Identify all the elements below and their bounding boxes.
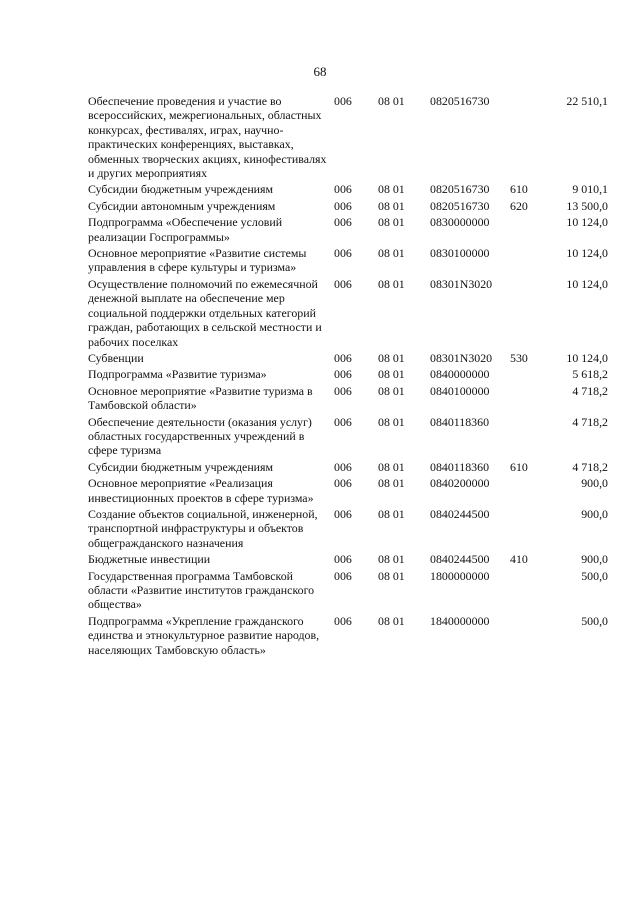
row-section-code: 08 01 [378, 367, 405, 382]
row-expense-type: 410 [510, 552, 528, 567]
table-row [88, 552, 608, 568]
row-name: Субвенции [88, 350, 144, 365]
row-target-article: 0830000000 [430, 215, 490, 230]
row-expense-type [510, 415, 542, 460]
row-name: Субсидии бюджетным учреждениям [88, 182, 274, 197]
row-expense-type [510, 277, 542, 351]
row-amount: 10 124,0 [566, 276, 608, 291]
row-amount: 13 500,0 [566, 198, 608, 213]
row-expense-type: 610 [510, 459, 528, 474]
row-section-code: 08 01 [378, 276, 405, 291]
row-name: Подпрограмма «Укрепление гражданского единства и этнокультурное развитие народов, населяющих Тамбовскую область» [88, 613, 320, 657]
table-row [88, 215, 608, 246]
row-amount: 500,0 [581, 568, 608, 583]
row-ved-code: 006 [334, 414, 352, 429]
row-ved-code: 006 [334, 476, 352, 491]
row-amount: 22 510,1 [566, 94, 608, 108]
row-section-code: 08 01 [378, 383, 405, 398]
row-expense-type: 530 [510, 350, 528, 365]
row-expense-type [510, 476, 542, 507]
row-target-article: 0820516730 [430, 198, 490, 213]
row-expense-type [510, 507, 542, 552]
row-section-code: 08 01 [378, 215, 405, 230]
row-amount: 4 718,2 [572, 414, 608, 429]
row-target-article: 1800000000 [430, 568, 490, 583]
row-target-article: 0840118360 [430, 459, 490, 474]
row-amount: 10 124,0 [566, 350, 608, 365]
row-ved-code: 006 [334, 215, 352, 230]
table-row [88, 367, 608, 383]
budget-table-body [88, 94, 608, 659]
row-ved-code: 006 [334, 350, 352, 365]
table-row [88, 614, 608, 659]
row-expense-type [510, 384, 542, 415]
row-section-code: 08 01 [378, 246, 405, 261]
row-target-article: 0840244500 [430, 506, 490, 521]
row-target-article: 0820516730 [430, 182, 490, 197]
row-section-code: 08 01 [378, 350, 405, 365]
row-expense-type [510, 569, 542, 614]
row-name: Подпрограмма «Развитие туризма» [88, 367, 267, 382]
row-section-code: 08 01 [378, 459, 405, 474]
row-ved-code: 006 [334, 94, 352, 108]
table-row [88, 460, 608, 476]
row-ved-code: 006 [334, 613, 352, 628]
row-amount: 900,0 [581, 506, 608, 521]
row-ved-code: 006 [334, 552, 352, 567]
row-section-code: 08 01 [378, 198, 405, 213]
row-name: Обеспечение деятельности (оказания услуг) областных государственных учреждений в сфере туризма [88, 414, 312, 458]
row-section-code: 08 01 [378, 94, 405, 108]
row-expense-type [510, 614, 542, 659]
row-name: Основное мероприятие «Реализация инвестиционных проектов в сфере туризма» [88, 476, 314, 505]
row-ved-code: 006 [334, 198, 352, 213]
row-ved-code: 006 [334, 459, 352, 474]
row-name: Субсидии автономным учреждениям [88, 198, 276, 213]
row-section-code: 08 01 [378, 476, 405, 491]
row-target-article: 0830100000 [430, 246, 490, 261]
table-row [88, 246, 608, 277]
budget-table [88, 94, 608, 659]
row-ved-code: 006 [334, 276, 352, 291]
row-ved-code: 006 [334, 506, 352, 521]
table-row [88, 569, 608, 614]
row-name: Бюджетные инвестиции [88, 552, 211, 567]
row-ved-code: 006 [334, 383, 352, 398]
row-name: Обеспечение проведения и участие во всероссийских, межрегиональных, областных конкурсах, фестивалях, играх, научно-практических конференциях, выставках, обменных творческих акциях, кинофестивалях и других мероприятиях [88, 94, 327, 181]
row-amount: 9 010,1 [572, 182, 608, 197]
row-expense-type [510, 367, 542, 383]
row-ved-code: 006 [334, 568, 352, 583]
row-amount: 900,0 [581, 552, 608, 567]
row-target-article: 0840244500 [430, 552, 490, 567]
row-name: Основное мероприятие «Развитие туризма в Тамбовской области» [88, 383, 313, 413]
row-expense-type: 620 [510, 198, 528, 213]
row-name: Создание объектов социальной, инженерной, транспортной инфраструктуры и объектов общегражданского назначения [88, 506, 318, 550]
row-section-code: 08 01 [378, 552, 405, 567]
table-row [88, 384, 608, 415]
table-row [88, 415, 608, 460]
row-ved-code: 006 [334, 246, 352, 261]
row-name: Субсидии бюджетным учреждениям [88, 459, 274, 474]
table-row [88, 199, 608, 215]
row-expense-type [510, 246, 542, 277]
row-target-article: 0840100000 [430, 383, 490, 398]
row-amount: 500,0 [581, 613, 608, 628]
row-target-article: 0820516730 [430, 94, 490, 108]
table-row [88, 182, 608, 198]
table-row [88, 94, 608, 182]
row-amount: 10 124,0 [566, 215, 608, 230]
table-row [88, 476, 608, 507]
row-name: Подпрограмма «Обеспечение условий реализации Госпрограммы» [88, 215, 283, 244]
row-target-article: 0840200000 [430, 476, 490, 491]
row-section-code: 08 01 [378, 414, 405, 429]
row-section-code: 08 01 [378, 613, 405, 628]
table-row [88, 277, 608, 351]
row-ved-code: 006 [334, 367, 352, 382]
row-target-article: 08301N3020 [430, 350, 493, 365]
row-ved-code: 006 [334, 182, 352, 197]
row-target-article: 08301N3020 [430, 276, 493, 291]
row-section-code: 08 01 [378, 568, 405, 583]
row-expense-type: 610 [510, 182, 528, 197]
row-name: Государственная программа Тамбовской области «Развитие институтов гражданского общества» [88, 568, 315, 612]
table-row [88, 507, 608, 552]
row-amount: 4 718,2 [572, 383, 608, 398]
row-target-article: 0840000000 [430, 367, 490, 382]
row-target-article: 0840118360 [430, 414, 490, 429]
row-expense-type [510, 215, 542, 246]
row-amount: 900,0 [581, 476, 608, 491]
table-row [88, 351, 608, 367]
page-number: 68 [313, 64, 327, 79]
row-section-code: 08 01 [378, 182, 405, 197]
row-section-code: 08 01 [378, 506, 405, 521]
row-amount: 5 618,2 [572, 367, 608, 382]
row-amount: 4 718,2 [572, 459, 608, 474]
row-name: Основное мероприятие «Развитие системы управления в сфере культуры и туризма» [88, 246, 307, 275]
row-expense-type [510, 94, 542, 182]
row-amount: 10 124,0 [566, 246, 608, 261]
row-name: Осуществление полномочий по ежемесячной денежной выплате на обеспечение мер социальной поддержки отдельных категорий граждан, работающих в сельской местности и рабочих поселках [88, 276, 322, 349]
row-target-article: 1840000000 [430, 613, 490, 628]
